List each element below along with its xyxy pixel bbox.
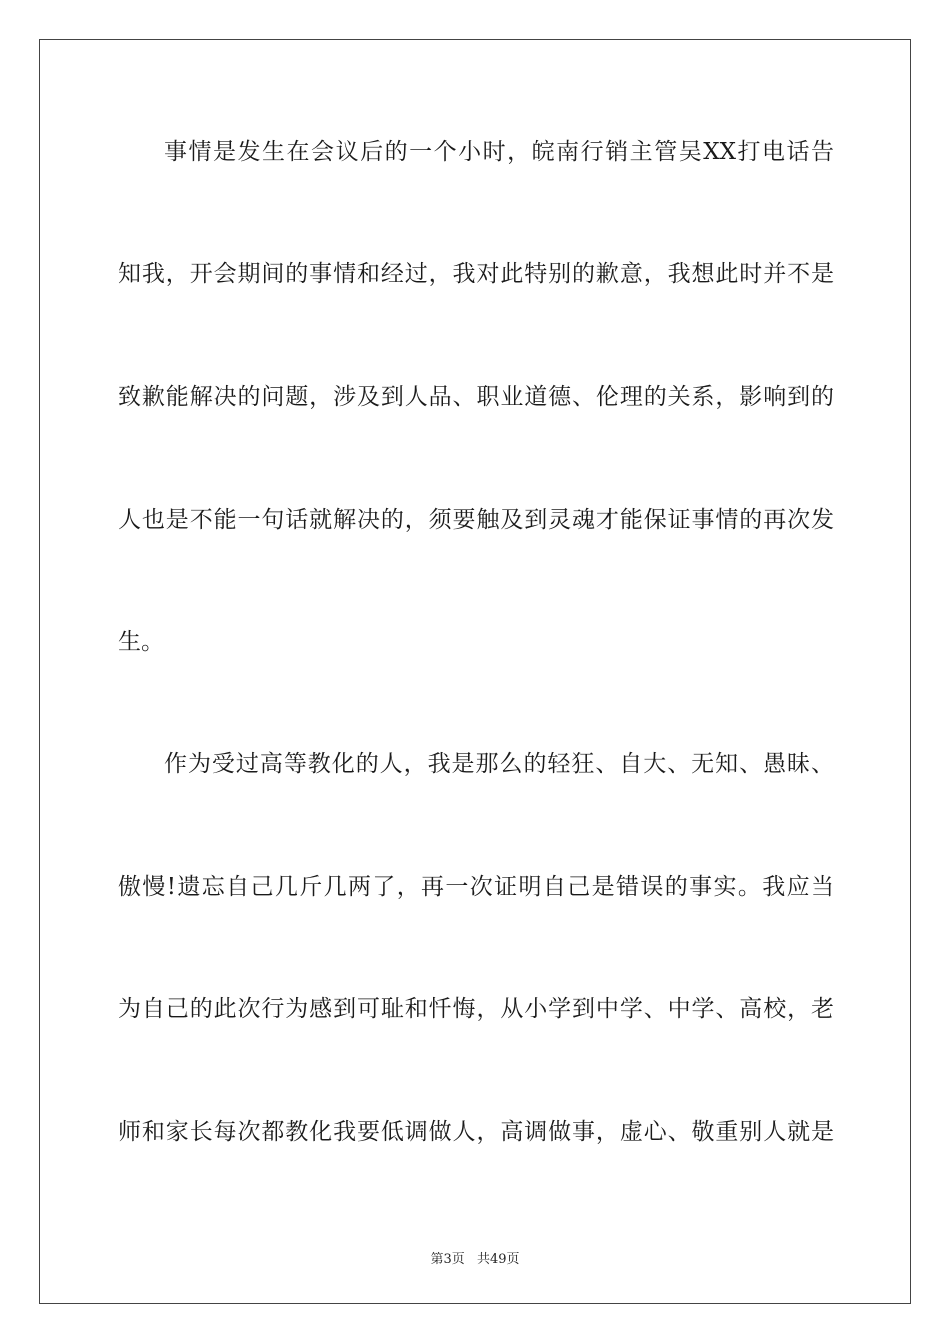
paragraph-1-line-5: 生。 [118, 629, 164, 655]
page-footer [0, 1248, 950, 1267]
paragraph-1-line-1: 事情是发生在会议后的一个小时，皖南行销主管吴XX打电话告 [164, 139, 834, 165]
page-number: 第3页 [430, 1252, 465, 1267]
paragraph-2-line-1: 作为受过高等教化的人，我是那么的轻狂、自大、无知、愚昧、 [164, 751, 834, 777]
page-border [39, 39, 911, 1304]
total-pages: 共49页 [476, 1252, 520, 1267]
paragraph-2-line-3: 为自己的此次行为感到可耻和忏悔，从小学到中学、中学、高校，老 [118, 996, 834, 1022]
paragraph-2-line-4: 师和家长每次都教化我要低调做人，高调做事，虚心、敬重别人就是 [118, 1119, 834, 1145]
paragraph-2-line-2: 傲慢!遗忘自己几斤几两了，再一次证明自己是错误的事实。我应当 [118, 874, 834, 900]
paragraph-1-line-3: 致歉能解决的问题，涉及到人品、职业道德、伦理的关系，影响到的 [118, 384, 834, 410]
paragraph-1-line-2: 知我，开会期间的事情和经过，我对此特别的歉意，我想此时并不是 [118, 261, 834, 287]
paragraph-1-line-4: 人也是不能一句话就解决的，须要触及到灵魂才能保证事情的再次发 [118, 507, 834, 533]
